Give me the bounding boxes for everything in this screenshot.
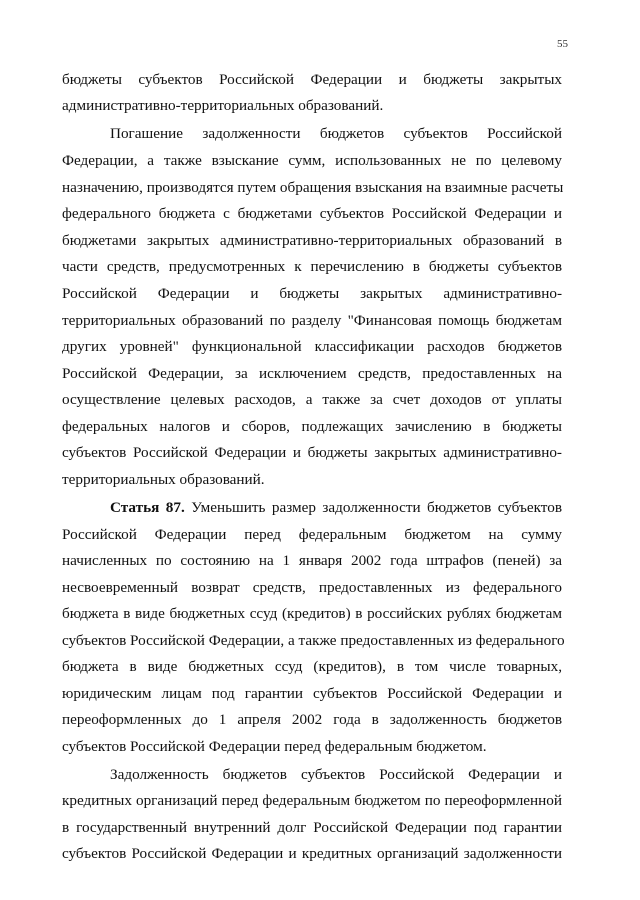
page-number: 55 [557,38,568,50]
text-line: Федерации, а также взыскание сумм, использованных не по целевому [62,152,562,169]
text-line: территориальных образований. [62,471,265,488]
text-line: Погашение задолженности бюджетов субъектов Российской [110,125,562,142]
text-line: Российской Федерации и бюджеты закрытых административно- [62,285,562,302]
text-line: Российской Федерации перед федеральным бюджетом на сумму [62,526,562,543]
text-line: субъектов Российской Федерации, а также предоставленных из федерального [62,632,565,649]
text-line: бюджета в виде бюджетных ссуд (кредитов) в российских рублях бюджетам [62,605,562,622]
text-line: других уровней" функциональной классификации расходов бюджетов [62,338,562,355]
text-line: субъектов Российской Федерации перед федеральным бюджетом. [62,738,487,755]
text-line: федерального бюджета с бюджетами субъектов Российской Федерации и [62,205,562,222]
text-line: Российской Федерации, за исключением средств, предоставленных на [62,365,562,382]
text-line: несвоевременный возврат средств, предоставленных из федерального [62,579,562,596]
text-line: переоформленных до 1 апреля 2002 года в задолженность бюджетов [62,711,562,728]
text-line: административно-территориальных образований. [62,97,384,114]
text-line [110,500,562,515]
text-line: бюджета в виде бюджетных ссуд (кредитов), в том числе товарных, [62,658,562,675]
text-line: бюджеты субъектов Российской Федерации и бюджеты закрытых [62,71,562,88]
text-line: начисленных по состоянию на 1 января 2002 года штрафов (пеней) за [62,552,562,569]
text-line: федеральных налогов и сборов, подлежащих зачислению в бюджеты [62,418,562,435]
article-label: Статья 87. [110,499,185,516]
text-line: в государственный внутренний долг Российской Федерации под гарантии [62,819,562,836]
text-line: кредитных организаций перед федеральным бюджетом по переоформленной [62,792,562,809]
text-line: субъектов Российской Федерации и кредитных организаций задолженности [62,845,562,862]
text-line: части средств, предусмотренных к перечислению в бюджеты субъектов [62,258,562,275]
text-line: Задолженность бюджетов субъектов Российской Федерации и [110,766,562,783]
text-line: назначению, производятся путем обращения взыскания на взаимные расчеты [62,179,564,196]
text-line: осуществление целевых расходов, а также за счет доходов от уплаты [62,391,562,408]
text-line: бюджетами закрытых административно-территориальных образований в [62,232,562,249]
text-line: субъектов Российской Федерации и бюджеты закрытых административно- [62,444,562,461]
text-line: территориальных образований по разделу "Финансовая помощь бюджетам [62,312,562,329]
article-text: Уменьшить размер задолженности бюджетов субъектов [191,499,563,516]
text-line: юридическим лицам под гарантии субъектов Российской Федерации и [62,685,562,702]
